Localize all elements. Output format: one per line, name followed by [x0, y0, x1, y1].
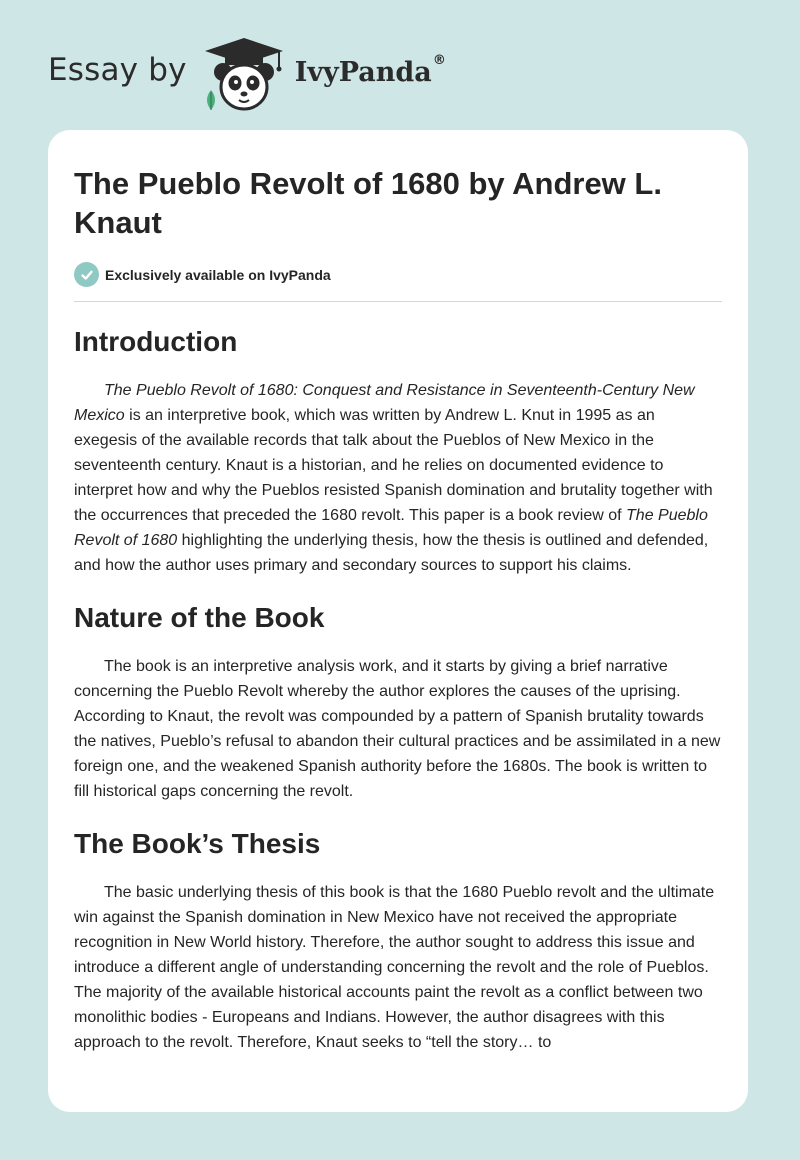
exclusive-label: Exclusively available on IvyPanda — [105, 266, 331, 283]
brand-prefix: Essay by — [48, 52, 187, 88]
essay-card — [48, 130, 748, 1112]
section-paragraph-thesis: The basic underlying thesis of this book is that the 1680 Pueblo revolt and the ultimate win against the Spanish domination in New Mexico have not received the appropriate recognition in New World history. Therefore, the author sought to address this issue and introduce a different angle of understanding concerning the revolt and the role of Pueblos. The majority of the available historical accounts paint the revolt as a conflict between two monolithic bodies - Europeans and Indians. However, the author disagrees with this approach to the revolt. Therefore, Knaut seeks to “tell the story… to — [74, 884, 715, 1051]
check-icon — [74, 262, 99, 287]
book-title-italic-short: The Pueblo Revolt of 1680 — [74, 507, 708, 549]
brand-header[interactable] — [48, 34, 446, 114]
section-paragraph-nature: The book is an interpretive analysis work, and it starts by giving a brief narrative concerning the Pueblo Revolt whereby the author explores the causes of the uprising. According to Knaut, the revolt was compounded by a pattern of Spanish brutality towards the natives, Pueblo’s refusal to abandon their cultural practices and be assimilated in a new foreign one, and the weakened Spanish authority before the 1680s. The book is written to fill historical gaps concerning the revolt. — [74, 658, 721, 800]
section-paragraph-introduction: The Pueblo Revolt of 1680: Conquest and Resistance in Seventeenth-Century New Mexico is an interpretive book, which was written by Andrew L. Knut in 1995 as an exegesis of the available records that talk about the Pueblos of New Mexico in the seventeenth century. Knaut is a historian, and he relies on documented evidence to interpret how and why the Pueblos resisted Spanish domination and brutality together with the occurrences that preceded the 1680 revolt. This paper is a book review of The Pueblo Revolt of 1680 highlighting the underlying thesis, how the thesis is outlined and defended, and how the author uses primary and secondary sources to support his claims. — [74, 382, 713, 574]
panda-logo-icon — [201, 34, 287, 114]
section-heading-introduction: Introduction — [74, 326, 238, 357]
essay-title: The Pueblo Revolt of 1680 by Andrew L. Knaut — [74, 166, 662, 240]
brand-name: IvyPanda® — [294, 52, 446, 88]
section-heading-nature: Nature of the Book — [74, 602, 325, 633]
book-title-italic: The Pueblo Revolt of 1680: Conquest and Resistance in Seventeenth-Century New Mexico — [74, 382, 695, 424]
section-heading-thesis: The Book’s Thesis — [74, 828, 321, 859]
exclusive-notice — [74, 262, 722, 302]
